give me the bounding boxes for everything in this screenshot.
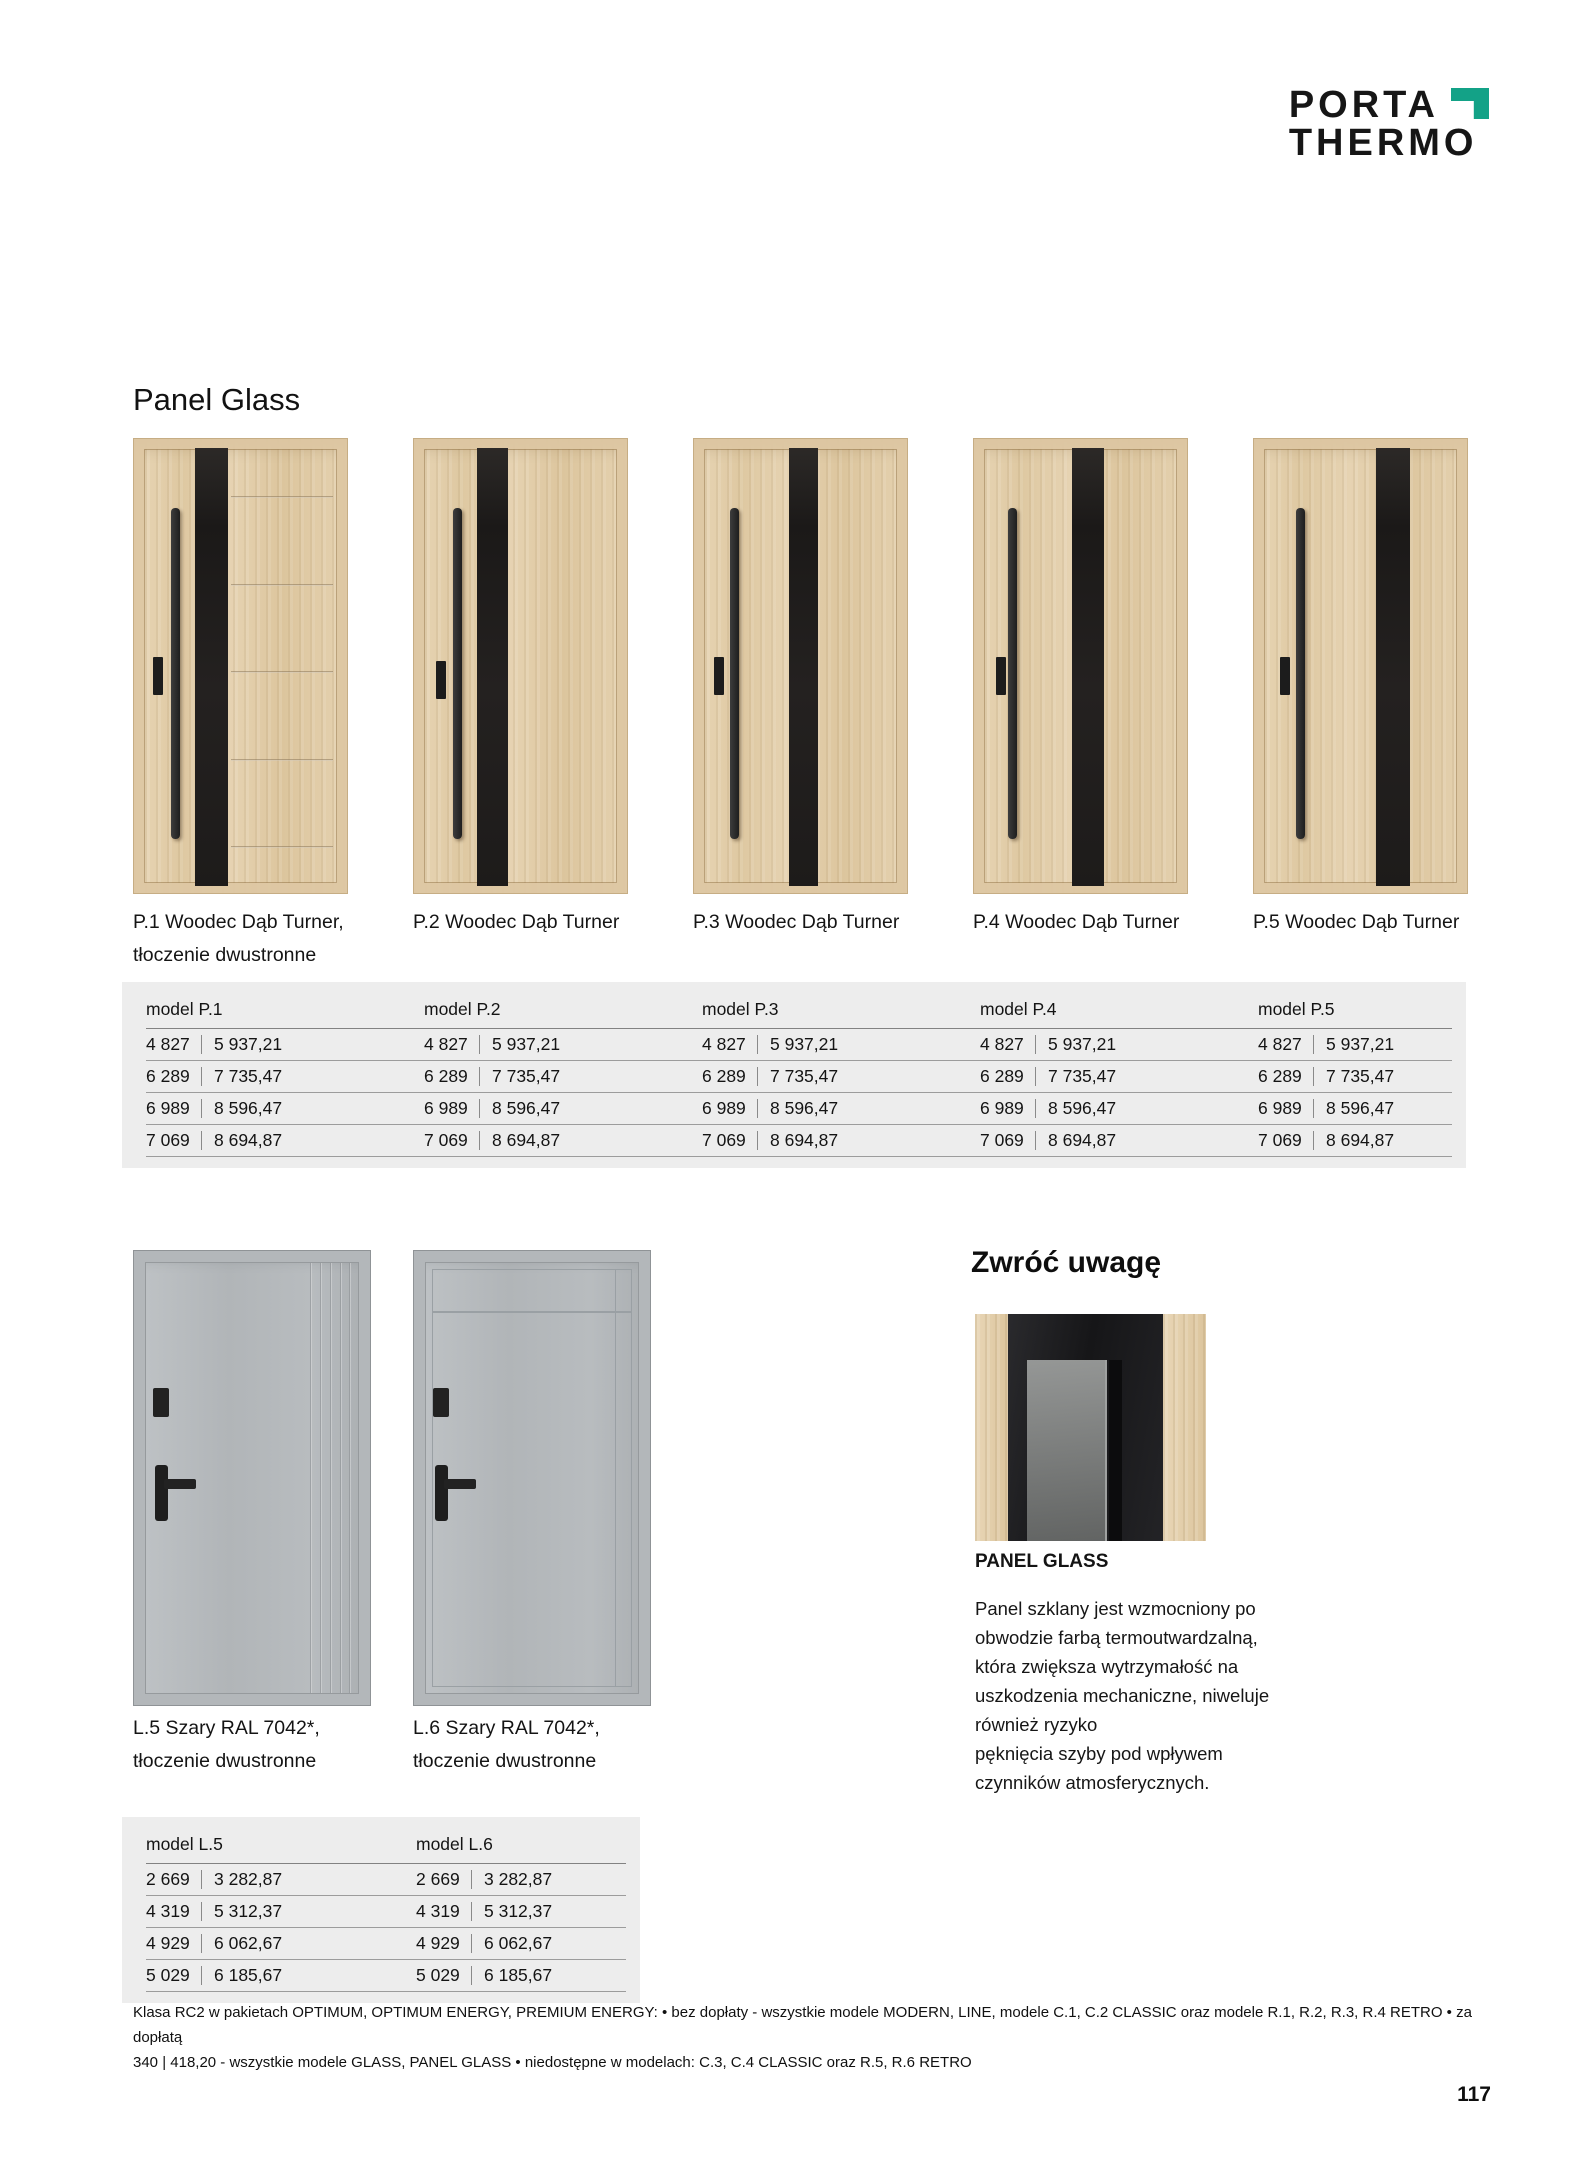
door-groove <box>320 1263 322 1693</box>
price-divider <box>471 1902 472 1921</box>
price-net: 7 069 <box>702 1130 746 1150</box>
price-cell <box>416 1933 686 1954</box>
price-net: 6 989 <box>146 1098 190 1118</box>
price-cell <box>146 1869 416 1890</box>
price-net: 6 989 <box>702 1098 746 1118</box>
door-glass-strip <box>1376 448 1410 886</box>
brand-name-line2: THERMO <box>1288 122 1478 164</box>
door-panel-outline <box>432 1269 632 1687</box>
price-cell <box>416 1965 686 1986</box>
price-divider <box>1313 1035 1314 1054</box>
price-table-header: model P.5 <box>1258 998 1335 1019</box>
price-divider <box>1313 1067 1314 1086</box>
price-gross: 8 694,87 <box>1326 1130 1395 1150</box>
door-image-l6 <box>413 1250 651 1706</box>
price-gross: 7 735,47 <box>214 1066 283 1086</box>
price-divider <box>201 1131 202 1150</box>
price-table-header: model P.2 <box>424 998 501 1019</box>
price-row <box>146 1896 626 1928</box>
price-divider <box>201 1035 202 1054</box>
price-net: 5 029 <box>416 1965 460 1985</box>
price-cell <box>702 1130 980 1151</box>
price-row <box>146 1061 1452 1093</box>
price-net: 6 989 <box>980 1098 1024 1118</box>
price-gross: 6 062,67 <box>484 1933 553 1953</box>
price-divider <box>471 1934 472 1953</box>
price-net: 6 989 <box>1258 1098 1302 1118</box>
door-handle <box>435 1465 448 1521</box>
price-net: 2 669 <box>416 1869 460 1889</box>
detail-frame-line <box>1109 1360 1122 1541</box>
price-net: 4 827 <box>702 1034 746 1054</box>
price-net: 4 319 <box>146 1901 190 1921</box>
note-paragraph-line: pęknięcia szyby pod wpływem <box>975 1743 1223 1764</box>
porta-arrow-icon <box>1451 88 1489 119</box>
price-divider <box>1035 1099 1036 1118</box>
price-cell <box>146 1965 416 1986</box>
door-handle <box>1296 508 1305 839</box>
door-caption-p3: P.3 Woodec Dąb Turner <box>693 911 900 933</box>
price-table-header: model P.4 <box>980 998 1057 1019</box>
price-divider <box>479 1035 480 1054</box>
door-caption-line: tłoczenie dwustronne <box>133 944 317 966</box>
price-row <box>146 1928 626 1960</box>
door-caption-line: L.6 Szary RAL 7042*, <box>413 1717 600 1739</box>
price-net: 4 827 <box>980 1034 1024 1054</box>
price-gross: 6 185,67 <box>484 1965 553 1985</box>
price-table-bottom-padding <box>122 1157 1466 1168</box>
price-gross: 5 312,37 <box>214 1901 283 1921</box>
price-cell <box>980 1130 1258 1151</box>
door-lock <box>433 1388 449 1417</box>
price-gross: 5 312,37 <box>484 1901 553 1921</box>
price-gross: 8 694,87 <box>214 1130 283 1150</box>
footnote-line: 340 | 418,20 - wszystkie modele GLASS, PANEL GLASS • niedostępne w modelach: C.3, C.4 CLASSIC oraz R.5, R.6 RETRO <box>133 2054 972 2071</box>
price-table-body <box>146 1863 626 1992</box>
price-cell <box>424 1034 702 1055</box>
door-groove <box>310 1263 312 1693</box>
door-image-p3 <box>693 438 908 894</box>
price-net: 6 289 <box>980 1066 1024 1086</box>
price-divider <box>201 1870 202 1889</box>
note-paragraph-line: która zwiększa wytrzymałość na <box>975 1656 1239 1677</box>
brand-logo <box>1289 86 1489 162</box>
price-gross: 5 937,21 <box>770 1034 839 1054</box>
price-cell <box>424 1130 702 1151</box>
door-caption-p1 <box>133 906 344 972</box>
price-net: 4 827 <box>424 1034 468 1054</box>
note-paragraph <box>975 1594 1335 1797</box>
door-groove <box>231 846 333 848</box>
section-title-panel-glass: Panel Glass <box>133 382 301 417</box>
price-cell <box>702 1034 980 1055</box>
price-table-header-row <box>122 982 1466 1028</box>
price-cell <box>1258 1066 1536 1087</box>
note-paragraph-line: również ryzyko <box>975 1714 1098 1735</box>
price-gross: 8 596,47 <box>1326 1098 1395 1118</box>
price-gross: 7 735,47 <box>1326 1066 1395 1086</box>
price-cell <box>980 1034 1258 1055</box>
door-lock <box>1280 657 1290 695</box>
door-handle <box>1008 508 1017 839</box>
brand-name-line1: PORTA <box>1288 84 1439 126</box>
detail-glass-pane <box>1027 1360 1107 1541</box>
door-groove <box>615 1269 617 1687</box>
door-image-p1 <box>133 438 348 894</box>
door-handle <box>171 508 180 839</box>
price-net: 7 069 <box>980 1130 1024 1150</box>
price-net: 4 827 <box>1258 1034 1302 1054</box>
door-caption-line: tłoczenie dwustronne <box>133 1750 317 1772</box>
price-gross: 6 062,67 <box>214 1933 283 1953</box>
price-divider <box>201 1934 202 1953</box>
price-gross: 8 596,47 <box>770 1098 839 1118</box>
price-divider <box>479 1099 480 1118</box>
price-divider <box>479 1131 480 1150</box>
door-groove <box>340 1263 342 1693</box>
price-cell <box>424 1098 702 1119</box>
price-gross: 3 282,87 <box>214 1869 283 1889</box>
door-caption-l6 <box>413 1712 600 1778</box>
price-net: 7 069 <box>1258 1130 1302 1150</box>
price-row <box>146 1029 1452 1061</box>
price-net: 6 989 <box>424 1098 468 1118</box>
note-paragraph-line: obwodzie farbą termoutwardzalną, <box>975 1627 1258 1648</box>
footnote <box>133 2000 1513 2075</box>
price-net: 7 069 <box>424 1130 468 1150</box>
door-caption-p5: P.5 Woodec Dąb Turner <box>1253 911 1460 933</box>
price-divider <box>201 1966 202 1985</box>
note-paragraph-line: uszkodzenia mechaniczne, niweluje <box>975 1685 1270 1706</box>
door-groove <box>231 496 333 498</box>
door-glass-strip <box>1072 448 1104 886</box>
price-cell <box>702 1066 980 1087</box>
price-cell <box>146 1066 424 1087</box>
door-lock <box>153 657 163 695</box>
door-glass-strip <box>195 448 228 886</box>
note-paragraph-line: czynników atmosferycznych. <box>975 1772 1210 1793</box>
price-row <box>146 1125 1452 1157</box>
price-gross: 8 596,47 <box>492 1098 561 1118</box>
price-gross: 8 694,87 <box>492 1130 561 1150</box>
price-cell <box>424 1066 702 1087</box>
price-gross: 3 282,87 <box>484 1869 553 1889</box>
price-cell <box>1258 1130 1536 1151</box>
door-image-p4 <box>973 438 1188 894</box>
price-table-header: model L.6 <box>416 1833 493 1854</box>
door-glass-strip <box>789 448 818 886</box>
door-lock <box>153 1388 169 1417</box>
price-divider <box>1035 1035 1036 1054</box>
door-caption-p4: P.4 Woodec Dąb Turner <box>973 911 1180 933</box>
note-title: Zwróć uwagę <box>971 1246 1162 1279</box>
price-gross: 6 185,67 <box>214 1965 283 1985</box>
price-net: 6 289 <box>424 1066 468 1086</box>
price-table-header-row <box>122 1817 640 1863</box>
price-gross: 5 937,21 <box>1326 1034 1395 1054</box>
price-net: 7 069 <box>146 1130 190 1150</box>
price-cell <box>146 1130 424 1151</box>
price-cell <box>980 1066 1258 1087</box>
price-divider <box>201 1067 202 1086</box>
price-gross: 8 596,47 <box>214 1098 283 1118</box>
price-gross: 7 735,47 <box>492 1066 561 1086</box>
price-net: 6 289 <box>146 1066 190 1086</box>
price-divider <box>1035 1067 1036 1086</box>
price-gross: 5 937,21 <box>1048 1034 1117 1054</box>
door-groove <box>349 1263 351 1693</box>
door-caption-line: tłoczenie dwustronne <box>413 1750 597 1772</box>
door-handle-lever <box>164 1479 196 1489</box>
price-gross: 8 694,87 <box>1048 1130 1117 1150</box>
price-table-header: model L.5 <box>146 1833 223 1854</box>
door-groove <box>432 1311 632 1313</box>
price-cell <box>146 1901 416 1922</box>
door-glass-strip <box>477 448 508 886</box>
price-row <box>146 1864 626 1896</box>
price-table-header: model P.1 <box>146 998 223 1019</box>
price-divider <box>757 1035 758 1054</box>
price-gross: 5 937,21 <box>492 1034 561 1054</box>
price-net: 5 029 <box>146 1965 190 1985</box>
door-groove <box>231 759 333 761</box>
door-groove <box>231 671 333 673</box>
door-handle <box>155 1465 168 1521</box>
note-subtitle: PANEL GLASS <box>975 1551 1109 1572</box>
door-image-p5 <box>1253 438 1468 894</box>
price-divider <box>201 1902 202 1921</box>
door-caption-line: L.5 Szary RAL 7042*, <box>133 1717 320 1739</box>
price-net: 2 669 <box>146 1869 190 1889</box>
price-cell <box>146 1933 416 1954</box>
price-row <box>146 1093 1452 1125</box>
price-cell <box>980 1098 1258 1119</box>
door-handle <box>730 508 739 839</box>
price-divider <box>1313 1099 1314 1118</box>
price-divider <box>757 1131 758 1150</box>
note-paragraph-line: Panel szklany jest wzmocniony po <box>975 1598 1256 1619</box>
door-lock <box>436 661 446 699</box>
door-caption-p2: P.2 Woodec Dąb Turner <box>413 911 620 933</box>
price-divider <box>471 1870 472 1889</box>
price-gross: 7 735,47 <box>770 1066 839 1086</box>
door-lock <box>714 657 724 695</box>
price-cell <box>416 1901 686 1922</box>
page-number: 117 <box>1457 2083 1491 2106</box>
door-caption-l5 <box>133 1712 320 1778</box>
price-gross: 8 694,87 <box>770 1130 839 1150</box>
door-lock <box>996 657 1006 695</box>
price-table-panel-glass <box>122 982 1466 1168</box>
price-divider <box>479 1067 480 1086</box>
door-groove <box>330 1263 332 1693</box>
price-table-header: model P.3 <box>702 998 779 1019</box>
price-cell <box>702 1098 980 1119</box>
door-caption-line: P.1 Woodec Dąb Turner, <box>133 911 344 933</box>
price-net: 4 827 <box>146 1034 190 1054</box>
price-gross: 7 735,47 <box>1048 1066 1117 1086</box>
price-divider <box>757 1067 758 1086</box>
door-groove <box>231 584 333 586</box>
price-table-body <box>146 1028 1452 1157</box>
price-cell <box>146 1034 424 1055</box>
door-image-l5 <box>133 1250 371 1706</box>
price-divider <box>1313 1131 1314 1150</box>
door-image-p2 <box>413 438 628 894</box>
price-row <box>146 1960 626 1992</box>
price-cell <box>146 1098 424 1119</box>
door-handle-lever <box>444 1479 476 1489</box>
brand-logo-row <box>1289 86 1489 124</box>
price-divider <box>1035 1131 1036 1150</box>
price-divider <box>471 1966 472 1985</box>
price-table-line <box>122 1817 640 2003</box>
detail-wood-right <box>1163 1314 1206 1541</box>
price-gross: 8 596,47 <box>1048 1098 1117 1118</box>
price-divider <box>757 1099 758 1118</box>
price-cell <box>1258 1098 1536 1119</box>
door-handle <box>453 508 462 839</box>
footnote-line: Klasa RC2 w pakietach OPTIMUM, OPTIMUM ENERGY, PREMIUM ENERGY: • bez dopłaty - wszystkie modele MODERN, LINE, modele C.1, C.2 CLASSIC oraz modele R.1, R.2, R.3, R.4 RETRO • za dopłatą <box>133 2004 1472 2046</box>
price-gross: 5 937,21 <box>214 1034 283 1054</box>
detail-wood-left <box>975 1314 1008 1541</box>
price-divider <box>201 1099 202 1118</box>
price-cell <box>416 1869 686 1890</box>
note-detail-image <box>975 1314 1206 1541</box>
price-net: 4 929 <box>416 1933 460 1953</box>
price-net: 6 289 <box>1258 1066 1302 1086</box>
price-net: 6 289 <box>702 1066 746 1086</box>
price-net: 4 319 <box>416 1901 460 1921</box>
price-cell <box>1258 1034 1536 1055</box>
price-net: 4 929 <box>146 1933 190 1953</box>
